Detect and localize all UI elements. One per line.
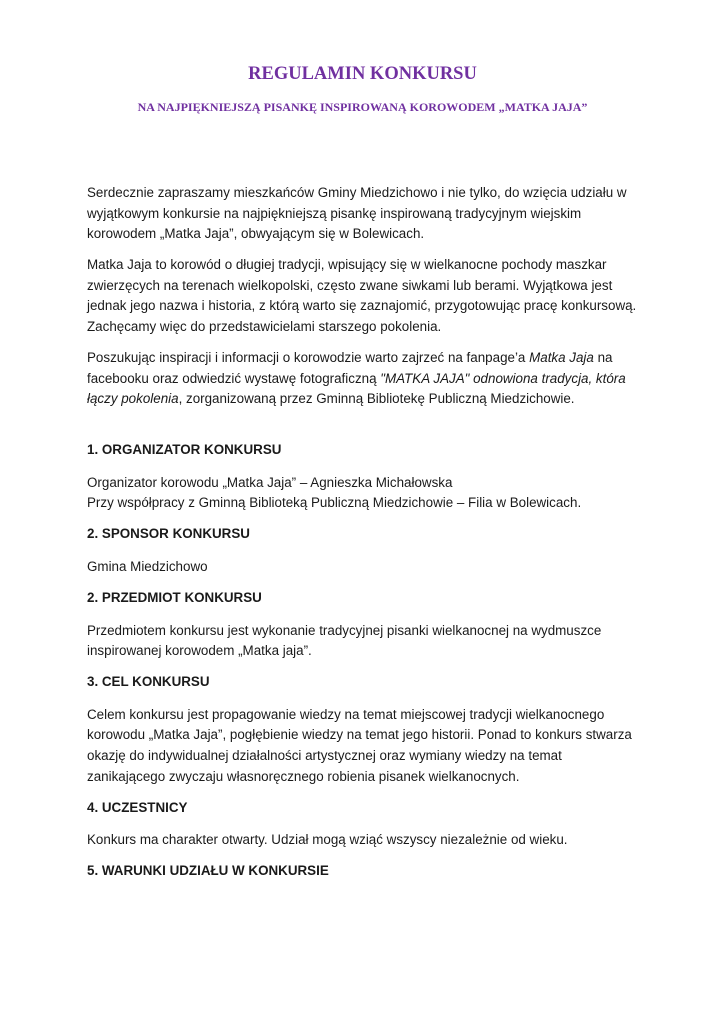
- document-title: REGULAMIN KONKURSU: [248, 64, 477, 84]
- text-line: Przy współpracy z Gminną Biblioteką Publiczną Miedzichowie – Filia w Bolewicach.: [87, 495, 582, 511]
- section-heading-organizer: 1. ORGANIZATOR KONKURSU: [87, 441, 282, 457]
- text-line: [87, 389, 647, 410]
- text-line: okazję do indywidualnej działalności artystycznej oraz wymiany wiedzy na temat: [87, 747, 562, 763]
- text-line: zwierzęcych na terenach wielkopolski, często zwane siwkami lub berami. Wyjątkowa jest: [87, 277, 613, 293]
- section-heading-subject: 2. PRZEDMIOT KONKURSU: [87, 589, 262, 605]
- text-line: korowodem „Matka Jaja”, obwyającym się w Bolewicach.: [87, 226, 425, 242]
- text-line: Serdecznie zapraszamy mieszkańców Gminy Miedzichowo i nie tylko, do wzięcia udziału w: [87, 185, 627, 200]
- intro-paragraph-1: [87, 183, 647, 245]
- text-line: inspirowanej korowodem „Matka jaja”.: [87, 643, 312, 659]
- section-heading-participants: 4. UCZESTNICY: [87, 799, 188, 815]
- text-fragment: na: [593, 350, 613, 366]
- text-line: Matka Jaja to korowód o długiej tradycji, wpisujący się w wielkanocne pochody maszkar: [87, 257, 607, 273]
- text-line: zanikającego zwyczaju własnoręcznego robienia pisanek wielkanocnych.: [87, 768, 520, 784]
- fanpage-name: Matka Jaja: [529, 350, 594, 366]
- exhibition-title-cont: łączy pokolenia: [87, 391, 179, 407]
- text-fragment: Poszukując inspiracji i informacji o korowodzie warto zajrzeć na fanpage’a: [87, 350, 530, 366]
- section-body-organizer: [87, 473, 647, 514]
- section-body-participants: [87, 830, 647, 851]
- text-line: jednak jego nazwa i historia, z którą warto się zaznajomić, przygotowując pracę konkursową.: [87, 298, 637, 314]
- exhibition-title: "MATKA JAJA" odnowiona tradycja, która: [380, 370, 626, 386]
- text-line: Zachęcamy więc do przedstawicielami starszego pokolenia.: [87, 319, 442, 335]
- section-heading-goal: 3. CEL KONKURSU: [87, 674, 210, 690]
- section-body-subject: [87, 621, 647, 662]
- text-line: Gmina Miedzichowo: [87, 558, 208, 574]
- section-body-goal: [87, 705, 647, 787]
- section-heading-conditions: 5. WARUNKI UDZIAŁU W KONKURSIE: [87, 863, 329, 879]
- text-line: Przedmiotem konkursu jest wykonanie tradycyjnej pisanki wielkanocnej na wydmuszce: [87, 622, 602, 638]
- text-line: wyjątkowym konkursie na najpiękniejszą pisankę inspirowaną tradycyjnym wiejskim: [87, 205, 582, 221]
- intro-paragraph-2: [87, 255, 647, 337]
- document-body: [87, 183, 647, 882]
- text-line: Konkurs ma charakter otwarty. Udział mogą wziąć wszyscy niezależnie od wieku.: [87, 832, 568, 848]
- section-body-sponsor: [87, 557, 647, 578]
- text-line: [87, 369, 647, 390]
- text-line: Organizator korowodu „Matka Jaja” – Agnieszka Michałowska: [87, 474, 453, 490]
- text-fragment: , zorganizowaną przez Gminną Bibliotekę Publiczną Miedzichowie.: [178, 391, 575, 407]
- section-heading-sponsor: 2. SPONSOR KONKURSU: [87, 526, 250, 542]
- intro-paragraph-3: [87, 348, 647, 410]
- document-subtitle: NA NAJPIĘKNIEJSZĄ PISANKĘ INSPIROWANĄ KOROWODEM „MATKA JAJA”: [137, 100, 588, 114]
- text-fragment: facebooku oraz odwiedzić wystawę fotograficzną: [87, 370, 381, 386]
- text-line: [87, 348, 647, 369]
- text-line: Celem konkursu jest propagowanie wiedzy na temat miejscowej tradycji wielkanocnego: [87, 706, 605, 722]
- text-line: korowodu „Matka Jaja”, pogłębienie wiedzy na temat jego historii. Ponad to konkurs stwarza: [87, 727, 632, 743]
